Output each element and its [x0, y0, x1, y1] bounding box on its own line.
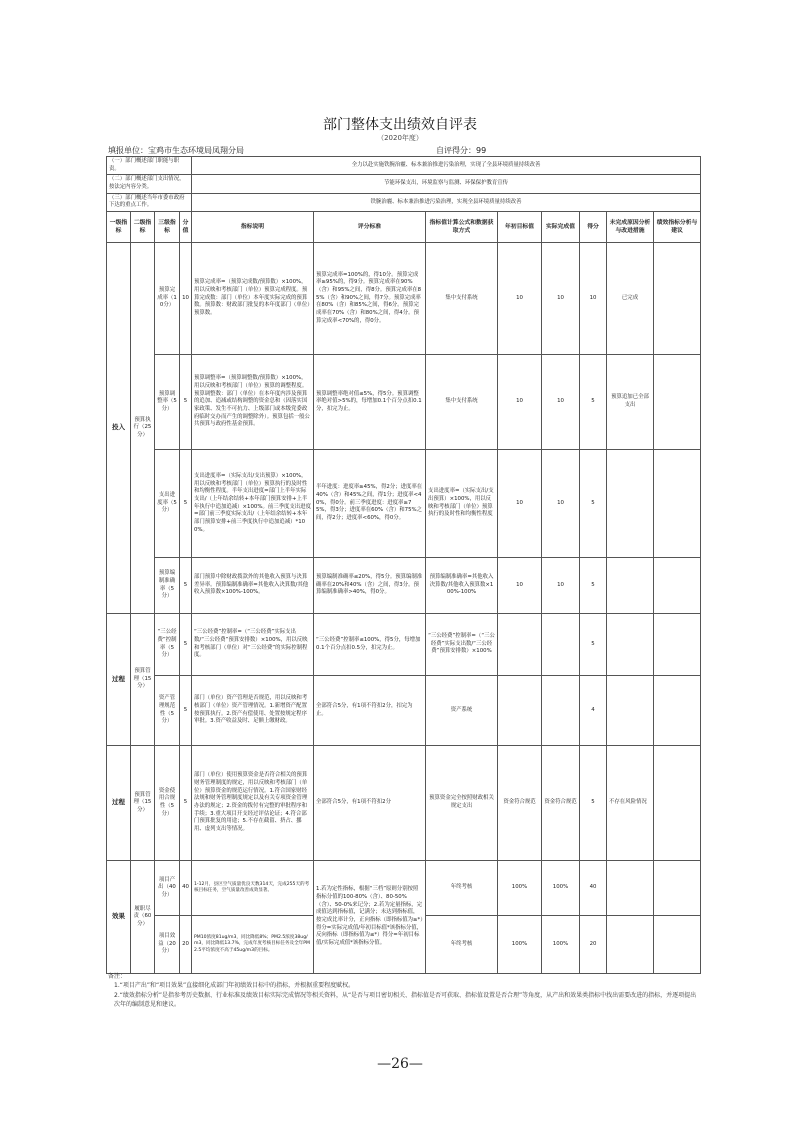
method-cell: 年终考核: [426, 861, 498, 916]
actual-cell: 10: [542, 450, 580, 558]
header-cell: 三级指标: [155, 212, 180, 243]
advice-cell: [654, 355, 701, 450]
info-label: （三）部门概述当年市委市政府下达的重点工作。: [107, 193, 192, 211]
desc-cell: PM10浓度81ug/m3，同比降低8%；PM2.5浓度38ug/m3，同比降低13.7%，完成年度考核目标任务及全年PM2.5平均浓度不高于45ug/m3的目标。: [192, 916, 314, 974]
advice-cell: [654, 558, 701, 614]
method-cell: 年终考核: [426, 916, 498, 974]
method-cell: “三公经费”控制率=（“三公经费”实际支出数/“三公经费”预算安排数）×100%: [426, 614, 498, 676]
page-title: 部门整体支出绩效自评表: [323, 117, 477, 133]
advice-cell: [654, 861, 701, 916]
header-cell: 得分: [580, 212, 607, 243]
desc-cell: 预算调整率=（预算调整数/预算数）×100%，用以反映和考核部门（单位）预算的调整程度。预算调整数：部门（单位）在本年度内涉及预算的追加、追减或结构调整的资金总和（因落实国家政策、发生不可抗力、上级部门或本级党委政府临时交办而产生的调整除外）。预算包括一般公共预算与政府性基金预算。: [192, 355, 314, 450]
header-cell: 二级指标: [131, 212, 155, 243]
init-cell: [498, 614, 542, 676]
level3-cell: 资金使用合规性（5分）: [155, 746, 180, 861]
notes: [108, 972, 698, 1009]
year-label: （2020年度）: [377, 134, 423, 142]
init-cell: 10: [498, 355, 542, 450]
init-cell: 10: [498, 558, 542, 614]
notes-heading: 备注：: [108, 973, 127, 980]
header-cell: 分值: [180, 212, 192, 243]
desc-cell: 预算完成率=（预算完成数/预算数）×100%，用以反映和考核部门（单位）预算完成程度。预算完成数：部门（单位）本年度实际完成的预算数。预算数：财政部门批复的本年度部门（单位）预算数。: [192, 243, 314, 355]
desc-cell: 部门预算中除财政拨款外的其他收入预算与决算差异率。预算编制准确率=其他收入决算数/其他收入预算数×100%-100%。: [192, 558, 314, 614]
level2-cell: 预算管理（15分）: [131, 614, 155, 746]
page-number: —26—: [377, 1056, 423, 1072]
score-cell: 5: [580, 746, 607, 861]
advice-cell: [654, 676, 701, 746]
level3-cell: 资产管理规范性（5分）: [155, 676, 180, 746]
table-row: [107, 746, 701, 861]
reason-cell: 预算追加已全部支出: [607, 355, 654, 450]
score-cell: 10: [580, 243, 607, 355]
info-value: 节能环保支出，环境监察与监测、环保保护教育宣传: [192, 175, 701, 193]
method-cell: 预算资金完全按照财政相关规定支出: [426, 746, 498, 861]
level3-cell: 项目产出（40分）: [155, 861, 180, 916]
advice-cell: [654, 243, 701, 355]
std-cell: 预算编制准确率≤20%，得5分。预算编制准确率在20%和40%（含）之间，得3分。预算编制准确率>40%，得0分。: [314, 558, 426, 614]
level2-cell: 预算管理（15分）: [131, 746, 155, 861]
std-cell: 预算调整率绝对值≤5%，得5分。预算调整率绝对值>5%的，每增加0.1个百分点扣0.1分，扣完为止。: [314, 355, 426, 450]
reporting-unit: 填报单位：宝鸡市生态环境局凤翔分局: [108, 146, 244, 155]
header-cell: 未完成原因分析与改进措施: [607, 212, 654, 243]
table-row: [107, 558, 701, 614]
table-row: [107, 450, 701, 558]
std-cell: 半年进度：进度率≥45%，得2分；进度率在40%（含）和45%之间，得1分；进度率<40%，得0分。前三季度进度：进度率≥75%，得3分；进度率在60%（含）和75%之间，得2分；进度率<60%，得0分。: [314, 450, 426, 558]
info-row: [107, 175, 701, 193]
actual-cell: 资金符合规范: [542, 746, 580, 861]
info-label: （二）部门概述部门支出情况，按法定内容分类。: [107, 175, 192, 193]
table-row: [107, 861, 701, 916]
advice-cell: [654, 746, 701, 861]
level1-cell: 投入: [107, 243, 131, 614]
level3-cell: “三公经费”控制率（5分）: [155, 614, 180, 676]
level3-cell: 预算调整率（5分）: [155, 355, 180, 450]
info-row: [107, 193, 701, 211]
weight-cell: 5: [180, 746, 192, 861]
method-cell: 集中支付系统: [426, 355, 498, 450]
self-score: 自评得分：99: [436, 146, 487, 155]
score-cell: 5: [580, 558, 607, 614]
method-cell: 预算编制准确率=其他收入决算数/其他收入预算数×100%-100%: [426, 558, 498, 614]
weight-cell: 10: [180, 243, 192, 355]
level3-cell: 预算完成率（10分）: [155, 243, 180, 355]
advice-cell: [654, 614, 701, 676]
level2-cell: 履职尽责（60分）: [131, 861, 155, 974]
std-cell: 预算完成率=100%的，得10分。预算完成率≥95%的，得9分。预算完成率在90%（含）和95%之间，得8分。预算完成率在85%（含）和90%之间，得7分。预算完成率在80%（含）和85%之间，得6分。预算完成率在70%（含）和80%之间，得4分。预算完成率<70%的，得0分。: [314, 243, 426, 355]
desc-cell: 支出进度率=（实际支出/支出预算）×100%，用以反映和考核部门（单位）预算执行的及时性和均衡性程度。半年支出进度=部门上半年实际支出/（上年结余结转+本年部门预算安排+上半年执行中追加追减）×100%。前三季度支出进度=部门前三季度实际支出/（上年结余结转+本年部门预算安排+前三季度执行中追加追减）*100%。: [192, 450, 314, 558]
table-row: [107, 676, 701, 746]
level3-cell: 项目效益（20分）: [155, 916, 180, 974]
init-cell: 10: [498, 243, 542, 355]
advice-cell: [654, 916, 701, 974]
header-row: [107, 212, 701, 243]
header-cell: 年初目标值: [498, 212, 542, 243]
score-cell: 4: [580, 676, 607, 746]
advice-cell: [654, 450, 701, 558]
reason-cell: [607, 450, 654, 558]
level1-cell: 效果: [107, 861, 131, 974]
init-cell: 100%: [498, 861, 542, 916]
init-cell: [498, 676, 542, 746]
header-cell: 一级指标: [107, 212, 131, 243]
level2-cell: 预算执行（25分）: [131, 243, 155, 614]
header-cell: 实际完成值: [542, 212, 580, 243]
evaluation-table: [106, 156, 701, 974]
info-label: （一）部门概述部门职能与职责。: [107, 157, 192, 175]
actual-cell: 10: [542, 243, 580, 355]
header-cell: 指标说明: [192, 212, 314, 243]
level1-cell: 过程: [107, 614, 131, 746]
table-row: [107, 243, 701, 355]
header-cell: 绩效指标分析与建议: [654, 212, 701, 243]
note-item: 1.“项目产出”和“项目效果”直接细化成部门年初绩效目标中的指标，并根据重要程度赋权。: [114, 982, 355, 990]
reason-cell: 不存在风险情况: [607, 746, 654, 861]
weight-cell: 5: [180, 355, 192, 450]
std-cell: 1.若为定性指标，根据“三档”原则分别按照指标分值的100-80%（含）、80-50%（含）、50-0%来记分；2.若为定量指标，完成值达到指标值，记满分；未达到指标值，按完成比率计分，正向指标（即指标值为≥*）得分=实际完成值/年初目标值*该指标分值，反向指标（即指标值为≤*）得分=年初目标值/实际完成值*该指标分值。: [314, 861, 426, 974]
init-cell: 资金符合规范: [498, 746, 542, 861]
weight-cell: 20: [180, 916, 192, 974]
actual-cell: 100%: [542, 861, 580, 916]
desc-cell: 部门（单位）资产管理是否规范，用以反映和考核部门（单位）资产管理情况。1.新增资产配置按预算执行。2.资产有偿使用、处置按规定程序审批。3.资产收益及时、足额上缴财政。: [192, 676, 314, 746]
weight-cell: 40: [180, 861, 192, 916]
level1-cell: 过程: [107, 746, 131, 861]
actual-cell: 100%: [542, 916, 580, 974]
reason-cell: [607, 558, 654, 614]
score-cell: 20: [580, 916, 607, 974]
info-value: 全力以赴实施铁腕治霾、标本兼治推进污染治理，实现了全县环境质量持续改善: [192, 157, 701, 175]
desc-cell: 1-12月，县区空气质量优良天数314天，完成255天的考核目标任务，空气质量改善成效显著。: [192, 861, 314, 916]
info-row: [107, 157, 701, 175]
desc-cell: 部门（单位）使用预算资金是否符合相关的预算财务管理制度的规定，用以反映和考核部门（单位）预算资金的规范运行情况。1.符合国家财经法规和财务管理制度规定以及有关专项资金管理办法的规定；2.资金的拨付有完整的审批程序和手续；3.重大项目开支经过评估论证；4.符合部门预算批复的用途；5.不存在截留、挤占、挪用、虚列支出等情况。: [192, 746, 314, 861]
weight-cell: 5: [180, 450, 192, 558]
reason-cell: [607, 916, 654, 974]
actual-cell: [542, 676, 580, 746]
std-cell: 全部符合5分，有1项不符扣2分: [314, 746, 426, 861]
level3-cell: 支出进度率（5分）: [155, 450, 180, 558]
init-cell: 10: [498, 450, 542, 558]
table-row: [107, 614, 701, 676]
note-item: 2.“绩效指标分析”是指参考历史数据、行业标准及绩效目标实际完成情况等相关资料，从“是否与项目密切相关、指标值是否可获取、指标值设置是否合理”等角度，从产出和效果类指标中找出需要改进的指标，并逐项提出次年的编制意见和建议。: [114, 991, 697, 1008]
actual-cell: 10: [542, 355, 580, 450]
level3-cell: 预算编制准确率（5分）: [155, 558, 180, 614]
method-cell: 支出进度率=（实际支出/支出预算）×100%，用以反映和考核部门（单位）预算执行的及时性和均衡性程度: [426, 450, 498, 558]
reason-cell: [607, 614, 654, 676]
header-cell: 评分标准: [314, 212, 426, 243]
method-cell: 集中支付系统: [426, 243, 498, 355]
header-cell: 指标值计算公式和数据获取方式: [426, 212, 498, 243]
desc-cell: “三公经费”控制率=（“三公经费”实际支出数/“三公经费”预算安排数）×100%，用以反映和考核部门（单位）对“三公经费”的实际控制程度。: [192, 614, 314, 676]
weight-cell: 5: [180, 676, 192, 746]
init-cell: 100%: [498, 916, 542, 974]
table-row: [107, 355, 701, 450]
reason-cell: [607, 676, 654, 746]
weight-cell: 5: [180, 558, 192, 614]
score-cell: 5: [580, 450, 607, 558]
actual-cell: [542, 614, 580, 676]
score-cell: 5: [580, 614, 607, 676]
reason-cell: [607, 861, 654, 916]
actual-cell: 10: [542, 558, 580, 614]
std-cell: “三公经费”控制率≤100%，得5分，每增加0.1个百分点扣0.5分，扣完为止。: [314, 614, 426, 676]
info-value: 铁腕治霾、标本兼治推进污染治理，实现全县环境质量持续改善: [192, 193, 701, 211]
weight-cell: 5: [180, 614, 192, 676]
score-cell: 5: [580, 355, 607, 450]
std-cell: 全部符合5分，有1项不符扣2分，扣完为止。: [314, 676, 426, 746]
method-cell: 资产系统: [426, 676, 498, 746]
reason-cell: 已完成: [607, 243, 654, 355]
score-cell: 40: [580, 861, 607, 916]
